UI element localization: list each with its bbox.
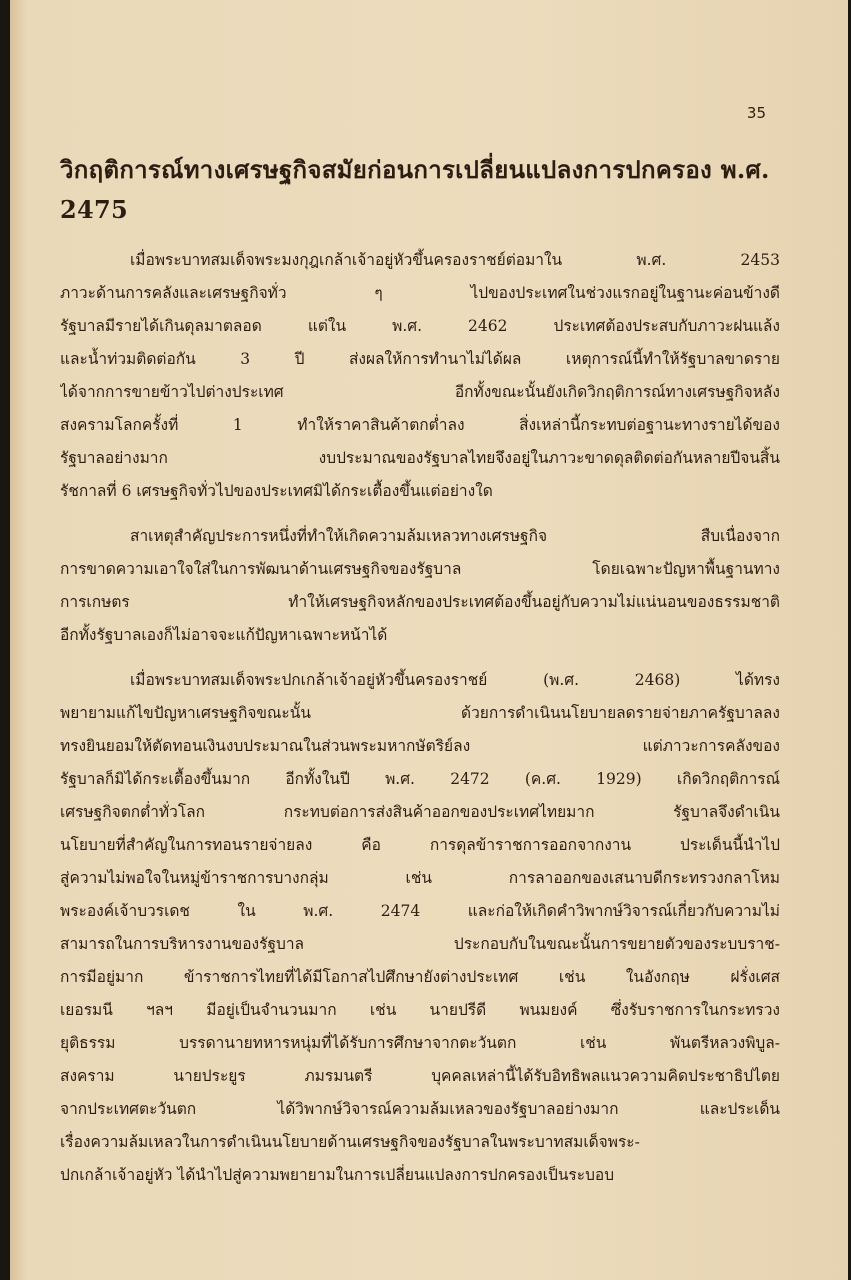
book-page (10, 0, 848, 1280)
text-line: นโยบายที่สำคัญในการทอนรายจ่ายลง คือ การดุลข้าราชการออกจากงาน ประเด็นนี้นำไป (60, 836, 780, 854)
text-line: เมื่อพระบาทสมเด็จพระปกเกล้าเจ้าอยู่หัวขึ้นครองราชย์ (พ.ศ. 2468) ได้ทรง (130, 671, 780, 689)
paragraph (60, 664, 780, 1192)
text-line: ได้จากการขายข้าวไปต่างประเทศ อีกทั้งขณะนั้นยังเกิดวิกฤติการณ์ทางเศรษฐกิจหลัง (60, 383, 780, 401)
text-line: สามารถในการบริหารงานของรัฐบาล ประกอบกับในขณะนั้นการขยายตัวของระบบราช- (60, 935, 780, 953)
text-line: การมีอยู่มาก ข้าราชการไทยที่ได้มีโอกาสไปศึกษายังต่างประเทศ เช่น ในอังกฤษ ฝรั่งเศส (60, 968, 780, 986)
text-line: การขาดความเอาใจใส่ในการพัฒนาด้านเศรษฐกิจของรัฐบาล โดยเฉพาะปัญหาพื้นฐานทาง (60, 560, 780, 578)
text-line: ทรงยินยอมให้ตัดทอนเงินงบประมาณในส่วนพระมหากษัตริย์ลง แต่ภาวะการคลังของ (60, 737, 780, 755)
text-line: รัชกาลที่ 6 เศรษฐกิจทั่วไปของประเทศมิได้กระเตื้องขึ้นแต่อย่างใด (60, 482, 493, 500)
text-line: ภาวะด้านการคลังและเศรษฐกิจทั่ว ๆ ไปของประเทศในช่วงแรกอยู่ในฐานะค่อนข้างดี (60, 284, 780, 302)
text-line: เรื่องความล้มเหลวในการดำเนินนโยบายด้านเศรษฐกิจของรัฐบาลในพระบาทสมเด็จพระ- (60, 1133, 640, 1151)
text-line: อีกทั้งรัฐบาลเองก็ไม่อาจจะแก้ปัญหาเฉพาะหน้าได้ (60, 626, 388, 644)
chapter-title: วิกฤติการณ์ทางเศรษฐกิจสมัยก่อนการเปลี่ยนแปลงการปกครอง พ.ศ. 2475 (60, 155, 770, 224)
text-line: พระองค์เจ้าบวรเดช ใน พ.ศ. 2474 และก่อให้เกิดคำวิพากษ์วิจารณ์เกี่ยวกับความไม่ (60, 902, 780, 920)
text-line: การเกษตร ทำให้เศรษฐกิจหลักของประเทศต้องขึ้นอยู่กับความไม่แน่นอนของธรรมชาติ (60, 593, 780, 611)
body-text (60, 244, 780, 1204)
text-line: ยุติธรรม บรรดานายทหารหนุ่มที่ได้รับการศึกษาจากตะวันตก เช่น พันตรีหลวงพิบูล- (60, 1034, 780, 1052)
text-line: พยายามแก้ไขปัญหาเศรษฐกิจขณะนั้น ด้วยการดำเนินนโยบายลดรายจ่ายภาครัฐบาลลง (60, 704, 780, 722)
text-line: สู่ความไม่พอใจในหมู่ข้าราชการบางกลุ่ม เช่น การลาออกของเสนาบดีกระทรวงกลาโหม (60, 869, 780, 887)
text-line: รัฐบาลมีรายได้เกินดุลมาตลอด แต่ใน พ.ศ. 2462 ประเทศต้องประสบกับภาวะฝนแล้ง (60, 317, 780, 335)
text-line: เยอรมนี ฯลฯ มีอยู่เป็นจำนวนมาก เช่น นายปรีดี พนมยงค์ ซึ่งรับราชการในกระทรวง (60, 1001, 780, 1019)
text-line: และน้ำท่วมติดต่อกัน 3 ปี ส่งผลให้การทำนาไม่ได้ผล เหตุการณ์นี้ทำให้รัฐบาลขาดราย (60, 350, 780, 368)
text-line: รัฐบาลก็มิได้กระเตื้องขึ้นมาก อีกทั้งในปี พ.ศ. 2472 (ค.ศ. 1929) เกิดวิกฤติการณ์ (60, 770, 780, 788)
text-line: รัฐบาลอย่างมาก งบประมาณของรัฐบาลไทยจึงอยู่ในภาวะขาดดุลติดต่อกันหลายปีจนสิ้น (60, 449, 780, 467)
text-line: จากประเทศตะวันตก ได้วิพากษ์วิจารณ์ความล้มเหลวของรัฐบาลอย่างมาก และประเด็น (60, 1100, 780, 1118)
text-line: เมื่อพระบาทสมเด็จพระมงกุฎเกล้าเจ้าอยู่หัวขึ้นครองราชย์ต่อมาใน พ.ศ. 2453 (130, 251, 780, 269)
paragraph (60, 244, 780, 508)
text-line: ปกเกล้าเจ้าอยู่หัว ได้นำไปสู่ความพยายามในการเปลี่ยนแปลงการปกครองเป็นระบอบ (60, 1166, 615, 1184)
text-line: สงคราม นายประยูร ภมรมนตรี บุคคลเหล่านี้ได้รับอิทธิพลแนวความคิดประชาธิปไตย (60, 1067, 780, 1085)
page-number: 35 (746, 104, 766, 122)
text-line: สาเหตุสำคัญประการหนึ่งที่ทำให้เกิดความล้มเหลวทางเศรษฐกิจ สืบเนื่องจาก (130, 527, 780, 545)
paragraph (60, 520, 780, 652)
text-line: เศรษฐกิจตกต่ำทั่วโลก กระทบต่อการส่งสินค้าออกของประเทศไทยมาก รัฐบาลจึงดำเนิน (60, 803, 780, 821)
text-line: สงครามโลกครั้งที่ 1 ทำให้ราคาสินค้าตกต่ำลง สิ่งเหล่านี้กระทบต่อฐานะทางรายได้ของ (60, 416, 780, 434)
